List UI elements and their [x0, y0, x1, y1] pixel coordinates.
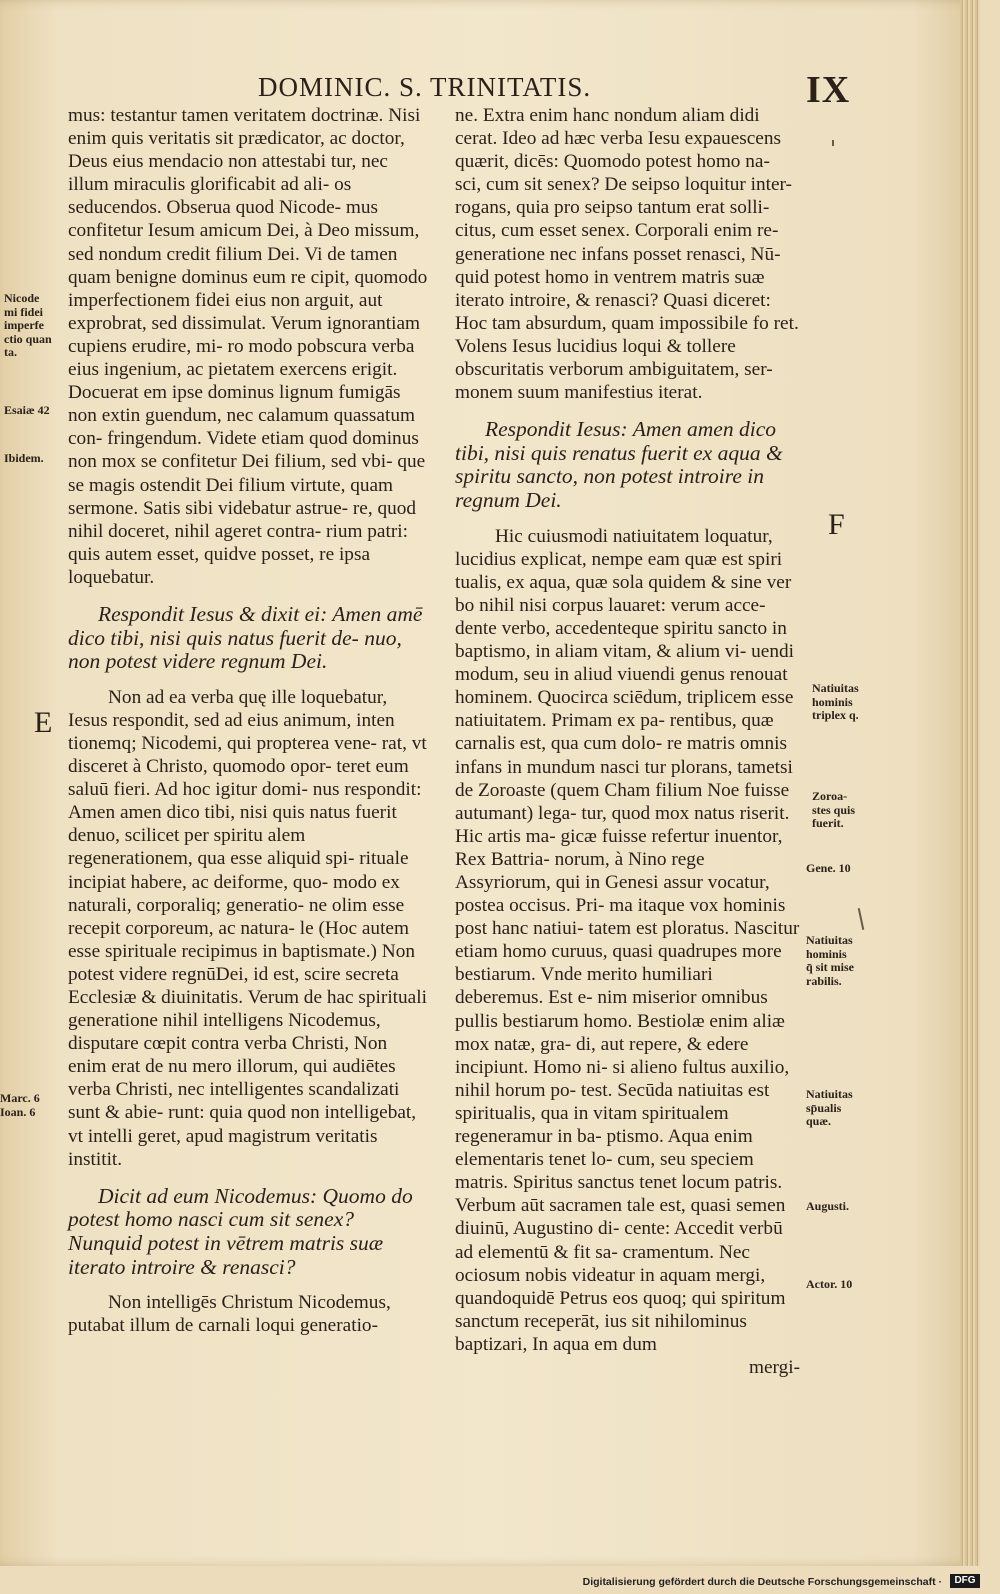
right-paragraph-1: ne. Extra enim hanc nondum aliam didi cerat. Ideo ad hæc verba Iesu expauescens quærit, dicēs: Quomodo potest homo na- sci, cum sit senex? De seipso loquitur inter- rogans, quia pro seipso tantum erat solli- citus, cum esset senex. Corporali enim re- generatione nec infans posset renasci, Nū- quid potest homo in ventrem matris suæ iterato introire, & renasci? Quasi diceret: Hoc tam absurdum, quam impossibile fo ret. Volens Iesus lucidius loqui & tollere obscuritatis verborum ambiguitatem, ser- monem suum manifestius iterat. [455, 105, 799, 404]
section-letter-e: E [34, 706, 53, 739]
dfg-logo: DFG [950, 1574, 980, 1588]
right-column [455, 104, 800, 1379]
margin-note-miserabilis: Natiuitas hominis q̄ sit mise rabilis. [806, 933, 854, 988]
margin-note-gene: Gene. 10 [806, 861, 851, 875]
running-title: DOMINIC. S. TRINITATIS. [258, 72, 592, 102]
ink-mark [858, 908, 865, 930]
left-lemma-2: Dicit ad eum Nicodemus: Quomo do potest homo nasci cum sit senex? Nunquid potest in vētrem matris suæ iterato introire & renasci? [68, 1183, 413, 1279]
margin-note-natiuitas-triplex: Natiuitas hominis triplex q. [812, 681, 859, 722]
margin-note-marc-ioan: Marc. 6 Ioan. 6 [0, 1091, 40, 1119]
section-letter-f: F [828, 508, 845, 541]
margin-note-spiritualis: Natiuitas sp̄ualis quæ. [806, 1087, 853, 1128]
right-lemma-1: Respondit Iesus: Amen amen dico tibi, nisi quis renatus fuerit ex aqua & spiritu sancto, non potest introire in regnum Dei. [455, 417, 783, 512]
margin-note-ibidem: Ibidem. [4, 451, 44, 465]
catchword: mergi- [748, 1356, 800, 1378]
left-lemma-1: Respondit Iesus & dixit ei: Amen amē dico tibi, nisi quis natus fuerit de- nuo, non potest videre regnum Dei. [68, 601, 423, 674]
margin-note-nicodemi: Nicode mi fidei imperfe ctio quan ta. [4, 291, 52, 359]
left-column [68, 104, 428, 1337]
margin-note-actor: Actor. 10 [806, 1277, 853, 1291]
left-paragraph-2: Non ad ea verba quę ille loquebatur, Iesus respondit, sed ad eius animum, inten tionemq; Nicodemi, qui propterea vene- rat, vt disceret à Christo, quomodo opor- teret eum saluū fieri. Ad hoc igitur domi- nus respondit: Amen amen dico tibi, nisi quis natus fuerit denuo, scilicet per spiritu alem regenerationem, qua esse aliquid spi- rituale incipiat habere, ac deiforme, quo- modo ex naturali, corporaliq; generatio- ne olim esse recepit corporeum, ac natura- le (Hoc autem esse spirituale recipimus in baptismate.) Non potest videre regnūDei, id est, scire secreta Ecclesiæ & diuinitatis. Verum de hac spirituali generatione nihil intelligens Nicodemus, disputare cœpit contra verba Christi, Non enim erat de nu mero illorum, qui audiētes verba Christi, nec intelligentes scandalizati sunt & abie- runt: quia quod non intelligebat, vt intelli geret, apud magistrum veritatis institit. [68, 686, 427, 1170]
left-paragraph-1: mus: testantur tamen veritatem doctrinæ. Nisi enim quis veritatis sit prædicator, ac doctor, Deus eius mendacio non attestabi tur, nec illum miraculis glorificabit ad ali- os seducendos. Obserua quod Nicode- mus confitetur Iesum amicum Dei, à Deo missum, sed nondum credit filium Dei. Vi de tamen quam benigne dominus eum re cipit, quomodo imperfectionem fidei eius non arguit, aut exprobrat, sed dissimulat. Verum ignorantiam cupiens erudire, mi- ro modo pobscura verba eius ingenium, ac pietatem exercens erigit. Docuerat em ipse dominus lignum fumigās non extin guendum, nec calamum quassatum con- fringendum. Videte etiam quod dominus non mox se confitetur Dei filium, sed vbi- que se magis ostendit Dei filium virtute, quam sermone. Satis sibi videbatur astrue- re, quod nihil doceret, nihil ageret contra- rium patri: quis autem esset, quidve posset, re ipsa loquebatur. [68, 105, 428, 588]
folio-number: IX [806, 69, 851, 111]
right-paragraph-2: Hic cuiusmodi natiuitatem loquatur, lucidius explicat, nempe eam quæ est spiri tualis, ex aqua, quæ sola quidem & sine ver bo nihil nisi corpus lauaret: verum acce- dente verbo, accedenteque spiritu sancto in baptismo, in aliam vitam, & alium vi- uendi modum, seu in aliud viuendi genus renouat hominem. Quocirca sciēdum, triplicem esse natiuitatem. Primam ex pa- rentibus, quæ carnalis est, qua cum dolo- re matris omnis infans in mundum nasci tur plorans, tametsi de Zoroaste (quem Cham filium Noe fuisse autumant) lega- tur, quod mox natus riserit. Hic artis ma- gicæ fuisse refertur inuentor, Rex Battria- norum, à Nino rege Assyriorum, qui in Genesi assur vocatur, postea occisus. Pri- ma itaque vox hominis post hanc natiui- tatem est ploratus. Nascitur etiam homo curuus, quasi quadrupes more bestiarum. Vnde merito humiliari deberemus. Est e- nim miserior omnibus pullis bestiarum homo. Bestiolæ enim aliæ mox natæ, gra- di, aut repere, & edere incipiunt. Homo ni- si alieno fultus auxilio, nihil horum po- test. Secūda natiuitas est spiritualis, qua in vitam spiritualem regeneramur in ba- ptismo. Aqua enim elementaris tenet lo- cum, seu speciem matris. Spiritus sanctus tenet locum patris. Verbum aūt sacramen tale est, quasi semen diuinū, Augustino di- cente: Accedit verbū ad elementū & fit sa- cramentum. Nec ociosum nobis videatur in aquam mergi, quandoquidē Petrus eos quoq; qui spiritum sanctum receperāt, ius sit nihilominus baptizari, In aqua em dum [455, 525, 800, 1355]
margin-note-zoroastes: Zoroa- stes quis fuerit. [812, 789, 856, 830]
margin-note-augusti: Augusti. [806, 1199, 850, 1213]
page-edge [960, 0, 980, 1566]
ink-mark [832, 140, 834, 146]
digitization-credit: Digitalisierung gefördert durch die Deutsche Forschungsgemeinschaft · [582, 1576, 942, 1588]
margin-note-esaiae: Esaiæ 42 [4, 403, 50, 417]
left-paragraph-3: Non intelligēs Christum Nicodemus, putabat illum de carnali loqui generatio- [68, 1292, 391, 1337]
